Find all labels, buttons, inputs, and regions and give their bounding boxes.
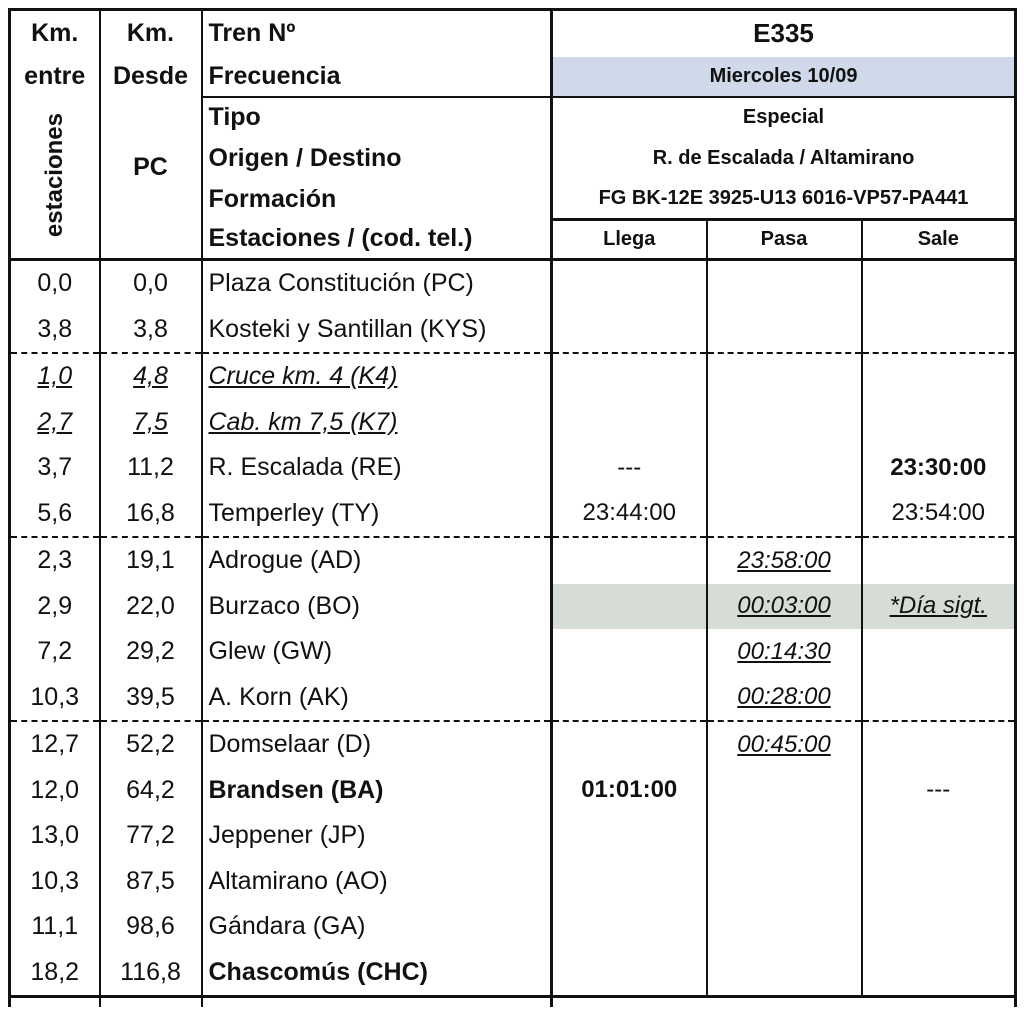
km-desde-cell: 98,6 xyxy=(100,904,202,950)
km-desde-cell: 3,8 xyxy=(100,307,202,354)
km-entre-cell: 0,0 xyxy=(10,260,100,307)
km-desde-cell: 19,1 xyxy=(100,537,202,584)
llega-cell xyxy=(552,859,707,905)
pasa-cell: 00:14:30 xyxy=(737,637,831,665)
llega-cell xyxy=(552,629,707,675)
sale-cell xyxy=(862,537,1016,584)
station-name: Adrogue (AD) xyxy=(202,537,552,584)
origen-value: R. de Escalada / Altamirano xyxy=(552,138,1016,179)
pasa-cell: 00:45:00 xyxy=(737,730,831,758)
formacion-value: FG BK-12E 3925-U13 6016-VP57-PA441 xyxy=(552,179,1016,220)
station-name: Gándara (GA) xyxy=(202,904,552,950)
llega-cell xyxy=(552,353,707,400)
km-desde-cell: 16,8 xyxy=(100,491,202,538)
sale-cell xyxy=(862,400,1016,446)
km-desde-header-spacer xyxy=(100,220,202,260)
station-name: Brandsen (BA) xyxy=(202,768,552,814)
llega-cell xyxy=(552,675,707,722)
km-entre-cell: 10,3 xyxy=(10,859,100,905)
km-entre-header-vertical-cell xyxy=(10,97,100,260)
pasa-cell xyxy=(707,260,862,307)
km-desde-cell: 22,0 xyxy=(100,584,202,630)
km-entre-cell: 18,2 xyxy=(10,950,100,997)
station-name: Plaza Constitución (PC) xyxy=(202,260,552,307)
pasa-cell: 00:28:00 xyxy=(737,683,831,711)
sale-cell xyxy=(862,307,1016,354)
km-desde-header-mid: Desde xyxy=(100,57,202,97)
km-entre-header-top: Km. xyxy=(10,10,100,57)
sale-cell xyxy=(862,721,1016,768)
sale-cell xyxy=(862,675,1016,722)
llega-cell xyxy=(552,307,707,354)
estaciones-label: Estaciones / (cod. tel.) xyxy=(202,220,552,260)
pasa-cell xyxy=(707,400,862,446)
station-name: A. Korn (AK) xyxy=(202,675,552,722)
pasa-cell xyxy=(707,904,862,950)
station-name: Temperley (TY) xyxy=(202,491,552,538)
tren-number: E335 xyxy=(552,10,1016,57)
formacion-label: Formación xyxy=(202,179,552,220)
km-entre-cell: 5,6 xyxy=(10,491,100,538)
llega-cell xyxy=(552,400,707,446)
tipo-label: Tipo xyxy=(202,97,552,138)
km-desde-cell: 7,5 xyxy=(133,407,168,436)
timetable xyxy=(8,8,1017,1007)
station-name: Cab. km 7,5 (K7) xyxy=(208,407,398,436)
tren-label: Tren Nº xyxy=(202,10,552,57)
llega-cell xyxy=(552,584,707,630)
km-desde-cell: 39,5 xyxy=(100,675,202,722)
km-entre-cell: 11,1 xyxy=(10,904,100,950)
origen-label: Origen / Destino xyxy=(202,138,552,179)
km-entre-cell: 7,2 xyxy=(10,629,100,675)
llega-cell xyxy=(552,950,707,997)
llega-cell xyxy=(552,813,707,859)
sale-header: Sale xyxy=(862,220,1016,260)
pasa-cell xyxy=(707,491,862,538)
pasa-header: Pasa xyxy=(707,220,862,260)
pasa-cell: 23:58:00 xyxy=(737,546,831,574)
station-name: Kosteki y Santillan (KYS) xyxy=(202,307,552,354)
km-desde-cell: 77,2 xyxy=(100,813,202,859)
station-name: Chascomús (CHC) xyxy=(202,950,552,997)
sale-cell xyxy=(862,859,1016,905)
station-name: Burzaco (BO) xyxy=(202,584,552,630)
km-desde-cell: 29,2 xyxy=(100,629,202,675)
station-name: Domselaar (D) xyxy=(202,721,552,768)
llega-cell: 23:44:00 xyxy=(552,491,707,538)
km-entre-cell: 2,3 xyxy=(10,537,100,584)
km-desde-cell: 4,8 xyxy=(133,362,168,391)
llega-cell xyxy=(552,904,707,950)
km-desde-cell: 116,8 xyxy=(100,950,202,997)
station-name: Jeppener (JP) xyxy=(202,813,552,859)
pasa-cell xyxy=(707,353,862,400)
km-entre-cell: 3,8 xyxy=(10,307,100,354)
sale-cell xyxy=(862,950,1016,997)
km-entre-cell: 13,0 xyxy=(10,813,100,859)
km-entre-cell: 12,0 xyxy=(10,768,100,814)
km-desde-header-bottom: PC xyxy=(100,97,202,220)
llega-header: Llega xyxy=(552,220,707,260)
sale-cell xyxy=(862,353,1016,400)
llega-cell: --- xyxy=(552,445,707,491)
llega-cell xyxy=(552,260,707,307)
km-desde-cell: 52,2 xyxy=(100,721,202,768)
sale-cell xyxy=(862,260,1016,307)
station-name: Altamirano (AO) xyxy=(202,859,552,905)
km-entre-cell: 10,3 xyxy=(10,675,100,722)
tipo-value: Especial xyxy=(552,97,1016,138)
km-entre-cell: 12,7 xyxy=(10,721,100,768)
llega-cell xyxy=(552,537,707,584)
km-desde-cell: 0,0 xyxy=(100,260,202,307)
km-entre-cell: 2,7 xyxy=(37,407,73,436)
km-desde-cell: 87,5 xyxy=(100,859,202,905)
km-entre-cell: 1,0 xyxy=(37,362,73,391)
sale-cell xyxy=(862,904,1016,950)
llega-cell xyxy=(552,721,707,768)
pasa-cell xyxy=(707,950,862,997)
station-name: Glew (GW) xyxy=(202,629,552,675)
sale-cell: *Día sigt. xyxy=(889,592,987,620)
timetable-sheet xyxy=(8,8,1016,1024)
pasa-cell xyxy=(707,307,862,354)
frecuencia-label: Frecuencia xyxy=(202,57,552,97)
pasa-cell xyxy=(707,445,862,491)
sale-cell: 23:30:00 xyxy=(862,445,1016,491)
pasa-cell xyxy=(707,768,862,814)
estaciones-vertical-label: estaciones xyxy=(40,112,68,237)
km-entre-header-mid: entre xyxy=(10,57,100,97)
km-entre-cell: 2,9 xyxy=(10,584,100,630)
km-desde-header-top: Km. xyxy=(100,10,202,57)
sale-cell: --- xyxy=(862,768,1016,814)
station-name: Cruce km. 4 (K4) xyxy=(208,362,398,391)
km-desde-cell: 64,2 xyxy=(100,768,202,814)
llega-cell: 01:01:00 xyxy=(552,768,707,814)
frecuencia-value: Miercoles 10/09 xyxy=(552,57,1016,97)
km-desde-cell: 11,2 xyxy=(100,445,202,491)
pasa-cell xyxy=(707,813,862,859)
station-name: R. Escalada (RE) xyxy=(202,445,552,491)
pasa-cell: 00:03:00 xyxy=(737,592,831,620)
sale-cell xyxy=(862,813,1016,859)
pasa-cell xyxy=(707,859,862,905)
sale-cell xyxy=(862,629,1016,675)
sale-cell: 23:54:00 xyxy=(862,491,1016,538)
km-entre-cell: 3,7 xyxy=(10,445,100,491)
